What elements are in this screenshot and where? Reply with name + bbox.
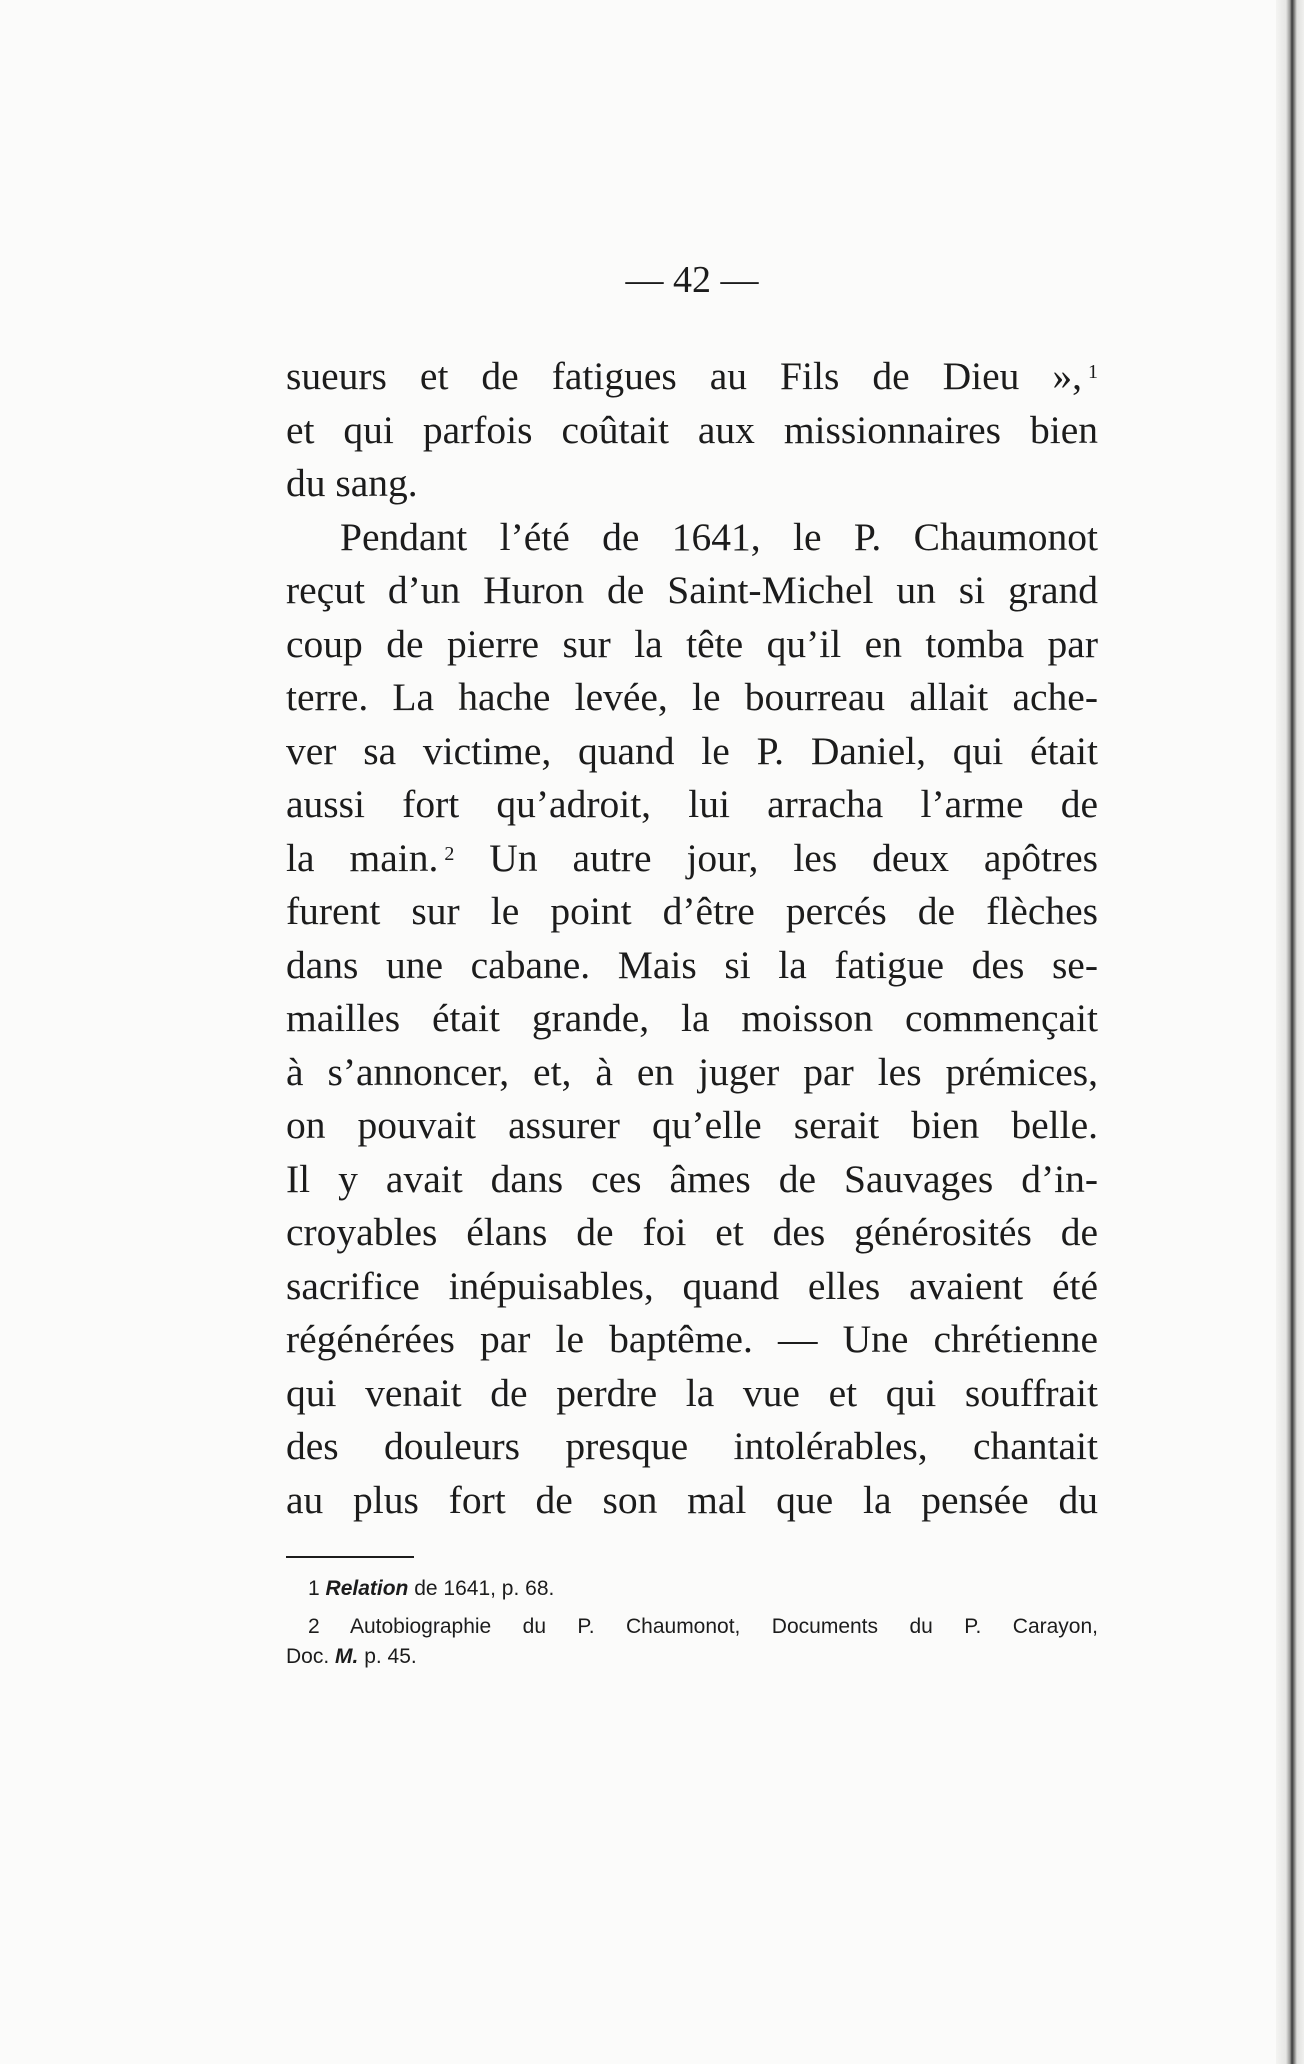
text-line: des douleurs presque intolérables, chantait bbox=[286, 1424, 1098, 1468]
text-line: au plus fort de son mal que la pensée du bbox=[286, 1477, 1098, 1522]
text-line: mailles était grande, la moisson commençait bbox=[286, 996, 1098, 1040]
text-line: dans une cabane. Mais si la fatigue des se- bbox=[286, 942, 1098, 987]
text-line: on pouvait assurer qu’elle serait bien belle. bbox=[286, 1103, 1098, 1147]
text-line: reçut d’un Huron de Saint-Michel un si grand bbox=[286, 568, 1098, 612]
footnote-divider bbox=[286, 1556, 414, 1558]
footnote-number: 2 bbox=[308, 1615, 320, 1638]
line-text: sueurs et de fatigues au Fils de Dieu », bbox=[286, 354, 1082, 398]
footnote-2 bbox=[286, 1612, 1098, 1642]
text-line: furent sur le point d’être percés de flèches bbox=[286, 889, 1098, 933]
text-line: Pendant l’été de 1641, le P. Chaumonot bbox=[340, 514, 1098, 559]
body-text bbox=[286, 350, 1098, 1527]
text-line: du sang. bbox=[286, 461, 418, 505]
text-line: croyables élans de foi et des générosités de bbox=[286, 1210, 1098, 1254]
text-line: sacrifice inépuisables, quand elles avaient été bbox=[286, 1263, 1098, 1308]
footnote-text: p. 45. bbox=[364, 1645, 417, 1668]
footnote-ref-2: 2 bbox=[444, 842, 455, 865]
footnotes bbox=[286, 1574, 1098, 1672]
text-line: coup de pierre sur la tête qu’il en tomba par bbox=[286, 621, 1098, 666]
footnote-italic: Relation bbox=[325, 1577, 409, 1600]
footnote-italic: M. bbox=[335, 1645, 359, 1668]
text-line: ver sa victime, quand le P. Daniel, qui était bbox=[286, 728, 1098, 773]
footnote-text: Doc. bbox=[286, 1645, 330, 1668]
text-line bbox=[286, 832, 1098, 886]
page-binding-edge bbox=[1276, 0, 1304, 2064]
text-line: terre. La hache levée, le bourreau allait ache- bbox=[286, 675, 1098, 719]
text-line: à s’annoncer, et, à en juger par les prémices, bbox=[286, 1049, 1098, 1094]
line-text: Un autre jour, les deux apôtres bbox=[489, 835, 1098, 880]
line-text: la main. bbox=[286, 835, 439, 880]
footnote-1 bbox=[286, 1574, 1098, 1604]
text-line: Il y avait dans ces âmes de Sauvages d’in- bbox=[286, 1156, 1098, 1201]
text-line: qui venait de perdre la vue et qui souffrait bbox=[286, 1370, 1098, 1415]
page-number: — 42 — bbox=[625, 259, 759, 301]
text-line: aussi fort qu’adroit, lui arracha l’arme de bbox=[286, 782, 1098, 826]
text-line bbox=[286, 350, 1098, 404]
footnote-ref-1: 1 bbox=[1088, 361, 1098, 383]
text-line: et qui parfois coûtait aux missionnaires bien bbox=[286, 407, 1098, 452]
footnote-text: Autobiographie du P. Chaumonot, Documents du P. Carayon, bbox=[349, 1615, 1098, 1638]
footnote-2-continued bbox=[286, 1642, 1098, 1672]
text-line: régénérées par le baptême. — Une chrétienne bbox=[286, 1317, 1098, 1361]
footnote-text: de 1641, p. 68. bbox=[414, 1577, 555, 1600]
footnote-number: 1 bbox=[308, 1577, 320, 1600]
